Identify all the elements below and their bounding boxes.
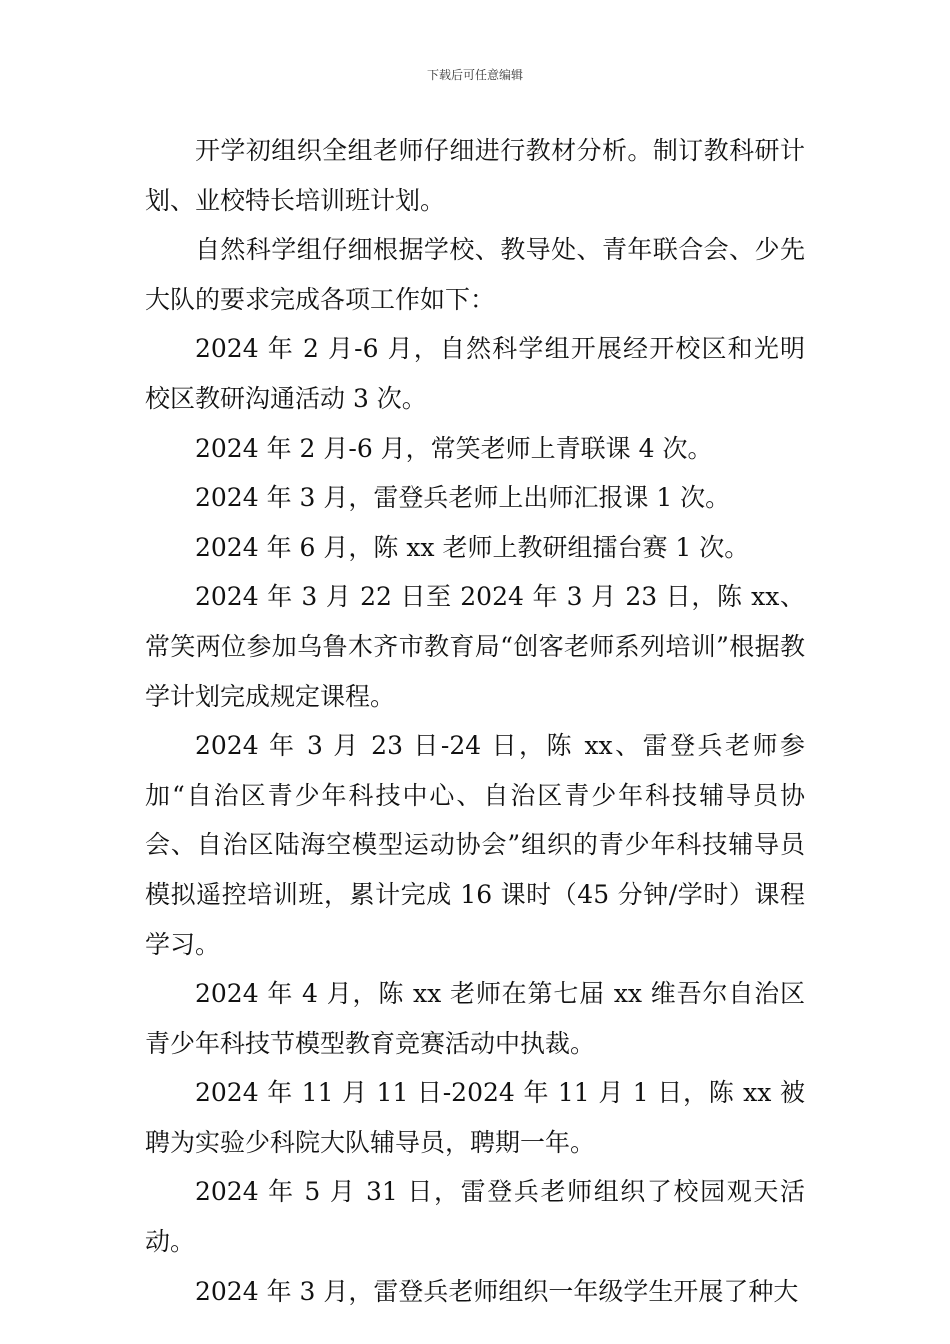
paragraph: 开学初组织全组老师仔细进行教材分析。制订教科研计划、业校特长培训班计划。 (145, 136, 805, 215)
paragraph: 2024 年 6 月，陈 xx 老师上教研组擂台赛 1 次。 (195, 532, 750, 562)
paragraph: 2024 年 2 月-6 月，常笑老师上青联课 4 次。 (195, 433, 713, 463)
paragraph: 2024 年 3 月，雷登兵老师组织一年级学生开展了种大 (195, 1276, 799, 1306)
paragraph: 2024 年 3 月 23 日-24 日，陈 xx、雷登兵老师参加“自治区青少年科技中心、自治区青少年科技辅导员协会、自治区陆海空模型运动协会”组织的青少年科技辅导员模拟遥控培训班，累计完成 16 课时（45 分钟/学时）课程学习。 (145, 731, 805, 959)
document-body (145, 126, 805, 1316)
paragraph: 自然科学组仔细根据学校、教导处、青年联合会、少先大队的要求完成各项工作如下： (145, 235, 805, 314)
paragraph: 2024 年 3 月 22 日至 2024 年 3 月 23 日，陈 xx、常笑两位参加乌鲁木齐市教育局“创客老师系列培训”根据教学计划完成规定课程。 (145, 582, 805, 711)
paragraph: 2024 年 4 月，陈 xx 老师在第七届 xx 维吾尔自治区青少年科技节模型教育竞赛活动中执裁。 (145, 979, 805, 1058)
paragraph: 2024 年 11 月 11 日-2024 年 11 月 1 日，陈 xx 被聘为实验少科院大队辅导员，聘期一年。 (145, 1078, 805, 1157)
paragraph: 2024 年 3 月，雷登兵老师上出师汇报课 1 次。 (195, 483, 731, 513)
page-header: 下载后可任意编辑 (426, 68, 523, 82)
paragraph: 2024 年 5 月 31 日，雷登兵老师组织了校园观天活动。 (145, 1177, 805, 1257)
paragraph: 2024 年 2 月-6 月，自然科学组开展经开校区和光明校区教研沟通活动 3 次。 (145, 334, 805, 413)
